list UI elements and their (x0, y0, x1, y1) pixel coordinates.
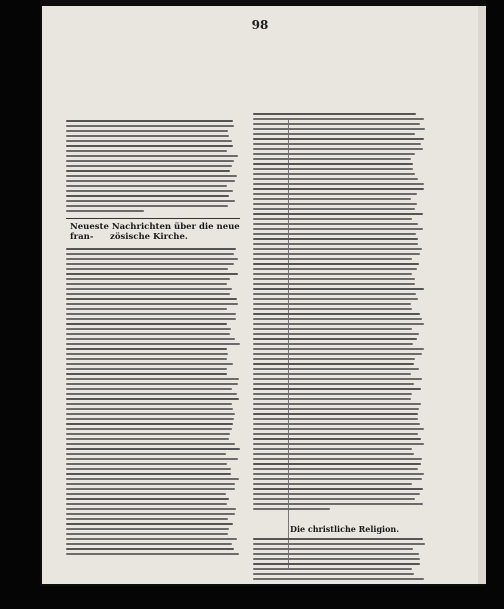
text-line (66, 125, 234, 127)
text-line (66, 533, 228, 535)
text-line (66, 428, 232, 430)
text-line (253, 308, 412, 310)
text-line (66, 438, 229, 440)
text-line (66, 503, 227, 505)
text-line (253, 268, 417, 270)
text-line (66, 488, 235, 490)
text-line (253, 188, 424, 190)
text-line (253, 473, 424, 475)
text-line (66, 170, 230, 172)
text-line (253, 478, 422, 480)
text-line (66, 135, 229, 137)
text-line (66, 358, 227, 360)
text-line (66, 458, 238, 460)
text-line (253, 283, 415, 285)
text-line (253, 373, 411, 375)
left-column-text-body (66, 248, 240, 558)
text-line (66, 323, 227, 325)
text-line (66, 423, 233, 425)
text-line (66, 538, 237, 540)
text-line (66, 308, 227, 310)
text-line (66, 165, 232, 167)
text-line (66, 333, 230, 335)
section-rule (66, 218, 240, 219)
text-line (66, 398, 239, 400)
text-line (253, 543, 425, 545)
text-line (66, 478, 239, 480)
text-line (66, 443, 235, 445)
text-line (66, 268, 228, 270)
text-line (66, 473, 231, 475)
text-line (253, 238, 418, 240)
text-line (253, 263, 419, 265)
text-line (253, 368, 419, 370)
text-line (66, 403, 232, 405)
text-line (253, 248, 422, 250)
text-line (66, 190, 233, 192)
text-line (253, 253, 420, 255)
text-line (66, 373, 227, 375)
text-line (253, 138, 424, 140)
text-line (253, 278, 415, 280)
text-line (66, 408, 233, 410)
text-line (253, 148, 423, 150)
text-line (253, 218, 412, 220)
text-line (66, 278, 230, 280)
text-line (66, 388, 232, 390)
page-number: 98 (251, 18, 269, 32)
text-line (66, 508, 236, 510)
text-line (66, 175, 237, 177)
text-line (253, 153, 415, 155)
text-line (253, 388, 421, 390)
text-line (253, 428, 424, 430)
text-line (66, 195, 229, 197)
text-line (66, 263, 234, 265)
text-line (253, 383, 414, 385)
text-line (253, 578, 424, 580)
text-line (66, 210, 144, 212)
text-line (66, 155, 238, 157)
text-line (66, 328, 231, 330)
text-line (253, 198, 411, 200)
text-line (253, 468, 418, 470)
text-line (253, 398, 411, 400)
text-line (66, 200, 235, 202)
text-line (253, 328, 412, 330)
text-line (253, 293, 416, 295)
right-column-text-top (253, 113, 425, 513)
scan-border-left (0, 0, 40, 609)
text-line (253, 273, 412, 275)
text-line (253, 163, 413, 165)
section-heading-religion: Die christliche Religion. (290, 524, 400, 534)
text-line (253, 548, 413, 550)
left-column-text-top (66, 120, 240, 215)
text-line (66, 313, 236, 315)
text-line (66, 518, 228, 520)
text-line (253, 168, 413, 170)
text-line (253, 223, 418, 225)
text-line (253, 568, 412, 570)
text-line (253, 453, 414, 455)
text-line (253, 288, 424, 290)
text-line (253, 353, 422, 355)
text-line (66, 353, 228, 355)
text-line (253, 558, 420, 560)
text-line (253, 258, 412, 260)
text-line (253, 393, 412, 395)
text-line (253, 243, 418, 245)
text-line (253, 363, 414, 365)
text-line (253, 413, 418, 415)
text-line (253, 113, 416, 115)
text-line (66, 180, 235, 182)
text-line (66, 140, 232, 142)
text-line (66, 160, 234, 162)
text-line (253, 228, 423, 230)
text-line (253, 488, 423, 490)
text-line (66, 273, 238, 275)
text-line (253, 463, 421, 465)
text-line (66, 453, 226, 455)
text-line (253, 553, 419, 555)
text-line (253, 433, 418, 435)
text-line (253, 403, 421, 405)
text-line (66, 393, 237, 395)
text-line (66, 483, 235, 485)
text-line (253, 508, 330, 510)
text-line (66, 493, 226, 495)
text-line (253, 173, 415, 175)
text-line (253, 158, 411, 160)
text-line (253, 303, 411, 305)
text-line (253, 448, 412, 450)
scan-border-bottom (0, 586, 504, 609)
text-line (253, 143, 421, 145)
text-line (66, 513, 235, 515)
text-line (253, 458, 422, 460)
scan-border-right (486, 0, 504, 609)
text-line (253, 358, 415, 360)
text-line (66, 150, 227, 152)
text-line (66, 543, 232, 545)
text-line (253, 208, 415, 210)
text-line (253, 128, 425, 130)
text-line (66, 433, 230, 435)
text-line (253, 573, 414, 575)
text-line (66, 338, 235, 340)
text-line (253, 408, 419, 410)
text-line (66, 253, 234, 255)
text-line (253, 483, 412, 485)
text-line (66, 298, 237, 300)
text-line (66, 468, 231, 470)
text-line (253, 443, 424, 445)
text-line (66, 523, 233, 525)
text-line (66, 283, 227, 285)
text-line (253, 498, 415, 500)
text-line (66, 185, 227, 187)
text-line (66, 368, 227, 370)
text-line (66, 383, 238, 385)
text-line (253, 378, 422, 380)
text-line (253, 503, 423, 505)
text-line (253, 438, 421, 440)
text-line (253, 118, 424, 120)
text-line (253, 233, 416, 235)
text-line (253, 203, 417, 205)
text-line (66, 418, 234, 420)
text-line (66, 318, 236, 320)
text-line (66, 288, 232, 290)
text-line (66, 463, 227, 465)
text-line (66, 348, 227, 350)
adjacent-page-edge (478, 6, 486, 584)
text-line (253, 123, 420, 125)
text-line (253, 178, 418, 180)
text-line (66, 130, 228, 132)
text-line (66, 553, 239, 555)
text-line (66, 258, 238, 260)
text-line (253, 343, 413, 345)
section-heading-news: Neueste Nachrichten über die neue fran- (70, 222, 240, 242)
text-line (66, 343, 240, 345)
text-line (253, 323, 424, 325)
text-line (66, 548, 234, 550)
text-line (253, 193, 417, 195)
text-line (253, 338, 417, 340)
text-line (66, 205, 228, 207)
text-line (253, 313, 420, 315)
section-heading-news-cont: zösische Kirche. (110, 232, 188, 242)
right-column-text-bottom (253, 538, 425, 583)
text-line (66, 378, 239, 380)
text-line (66, 413, 235, 415)
text-line (66, 145, 233, 147)
text-line (66, 448, 240, 450)
text-line (66, 528, 229, 530)
text-line (66, 303, 238, 305)
text-line (253, 493, 420, 495)
text-line (66, 293, 230, 295)
text-line (253, 423, 420, 425)
text-line (66, 248, 236, 250)
text-line (66, 363, 233, 365)
text-line (253, 318, 422, 320)
text-line (253, 213, 423, 215)
text-line (253, 418, 418, 420)
text-line (253, 133, 415, 135)
text-line (253, 183, 424, 185)
text-line (253, 298, 418, 300)
text-line (66, 120, 233, 122)
text-line (66, 498, 229, 500)
text-line (253, 563, 420, 565)
text-line (253, 333, 419, 335)
text-line (253, 348, 424, 350)
text-line (253, 538, 423, 540)
